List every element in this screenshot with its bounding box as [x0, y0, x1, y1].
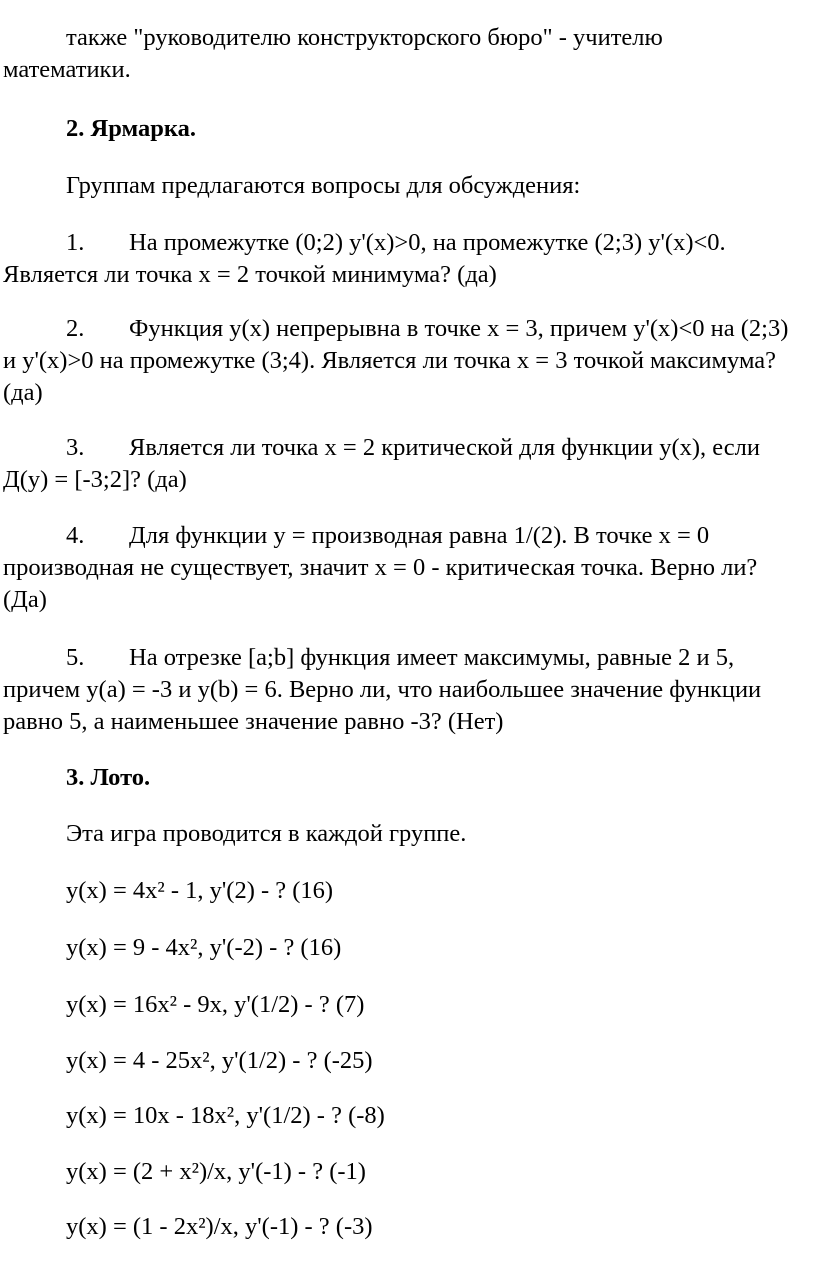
section-2-lead-text: Группам предлагаются вопросы для обсуждения: — [66, 172, 581, 199]
question-3-line-1 — [3, 432, 815, 464]
question-1-text-1: На промежутке (0;2) y'(x)>0, на промежутке (2;3) y'(x)<0. — [129, 229, 726, 256]
section-3-lead-text: Эта игра проводится в каждой группе. — [66, 820, 467, 847]
question-1-line-2: Является ли точка x = 2 точкой минимума? (да) — [3, 261, 497, 288]
question-5-line-2: причем y(a) = -3 и y(b) = 6. Верно ли, что наибольшее значение функции — [3, 676, 762, 703]
question-3-line-2: Д(y) = [-3;2]? (да) — [3, 466, 187, 493]
section-2-heading-text: 2. Ярмарка. — [66, 115, 196, 142]
lotto-task-2 — [3, 932, 815, 964]
lotto-task-5 — [3, 1100, 815, 1132]
lotto-task-3-text: y(x) = 16x² - 9x, y'(1/2) - ? (7) — [66, 991, 365, 1018]
question-3-text-1: Является ли точка x = 2 критической для функции y(x), если — [129, 434, 760, 461]
question-3-number: 3. — [66, 434, 85, 461]
lotto-task-5-text: y(x) = 10x - 18x², y'(1/2) - ? (-8) — [66, 1102, 385, 1129]
question-5-line-3: равно 5, а наименьшее значение равно -3? (Нет) — [3, 708, 504, 735]
question-2 — [3, 313, 815, 409]
section-3-heading-text: 3. Лото. — [66, 764, 151, 791]
lotto-task-7 — [3, 1211, 815, 1243]
intro-paragraph — [3, 22, 815, 86]
question-4-number: 4. — [66, 522, 85, 549]
lotto-task-2-text: y(x) = 9 - 4x², y'(-2) - ? (16) — [66, 934, 342, 961]
lotto-task-1-text: y(x) = 4x² - 1, y'(2) - ? (16) — [66, 877, 334, 904]
question-1-line-1 — [3, 227, 815, 259]
lotto-task-7-text: y(x) = (1 - 2x²)/x, y'(-1) - ? (-3) — [66, 1213, 373, 1240]
section-2-heading — [3, 113, 815, 145]
question-2-text-1: Функция y(x) непрерывна в точке x = 3, причем y'(x)<0 на (2;3) — [129, 315, 789, 342]
question-5 — [3, 642, 815, 738]
question-2-number: 2. — [66, 315, 85, 342]
question-1-number: 1. — [66, 229, 85, 256]
question-3 — [3, 432, 815, 496]
lotto-task-4-text: y(x) = 4 - 25x², y'(1/2) - ? (-25) — [66, 1047, 373, 1074]
intro-line-2: математики. — [3, 56, 131, 83]
question-4-line-2: производная не существует, значит x = 0 - критическая точка. Верно ли? — [3, 554, 758, 581]
question-2-line-2: и y'(x)>0 на промежутке (3;4). Является ли точка x = 3 точкой максимума? — [3, 347, 777, 374]
section-3-lead — [3, 818, 815, 850]
lotto-task-6-text: y(x) = (2 + x²)/x, y'(-1) - ? (-1) — [66, 1158, 366, 1185]
section-3-heading — [3, 762, 815, 794]
lotto-task-3 — [3, 989, 815, 1021]
question-4-line-3: (Да) — [3, 586, 47, 613]
question-2-line-1 — [3, 313, 815, 345]
question-1 — [3, 227, 815, 291]
question-2-line-3: (да) — [3, 379, 43, 406]
question-4-line-1 — [3, 520, 815, 552]
lotto-task-6 — [3, 1156, 815, 1188]
lotto-task-1 — [3, 875, 815, 907]
question-4-text-1: Для функции y = производная равна 1/(2). В точке x = 0 — [129, 522, 710, 549]
question-5-text-1: На отрезке [a;b] функция имеет максимумы, равные 2 и 5, — [129, 644, 735, 671]
lotto-task-4 — [3, 1045, 815, 1077]
intro-line-1: также "руководителю конструкторского бюро" - учителю — [66, 24, 663, 51]
question-4 — [3, 520, 815, 616]
question-5-number: 5. — [66, 644, 85, 671]
section-2-lead — [3, 170, 815, 202]
question-5-line-1 — [3, 642, 815, 674]
